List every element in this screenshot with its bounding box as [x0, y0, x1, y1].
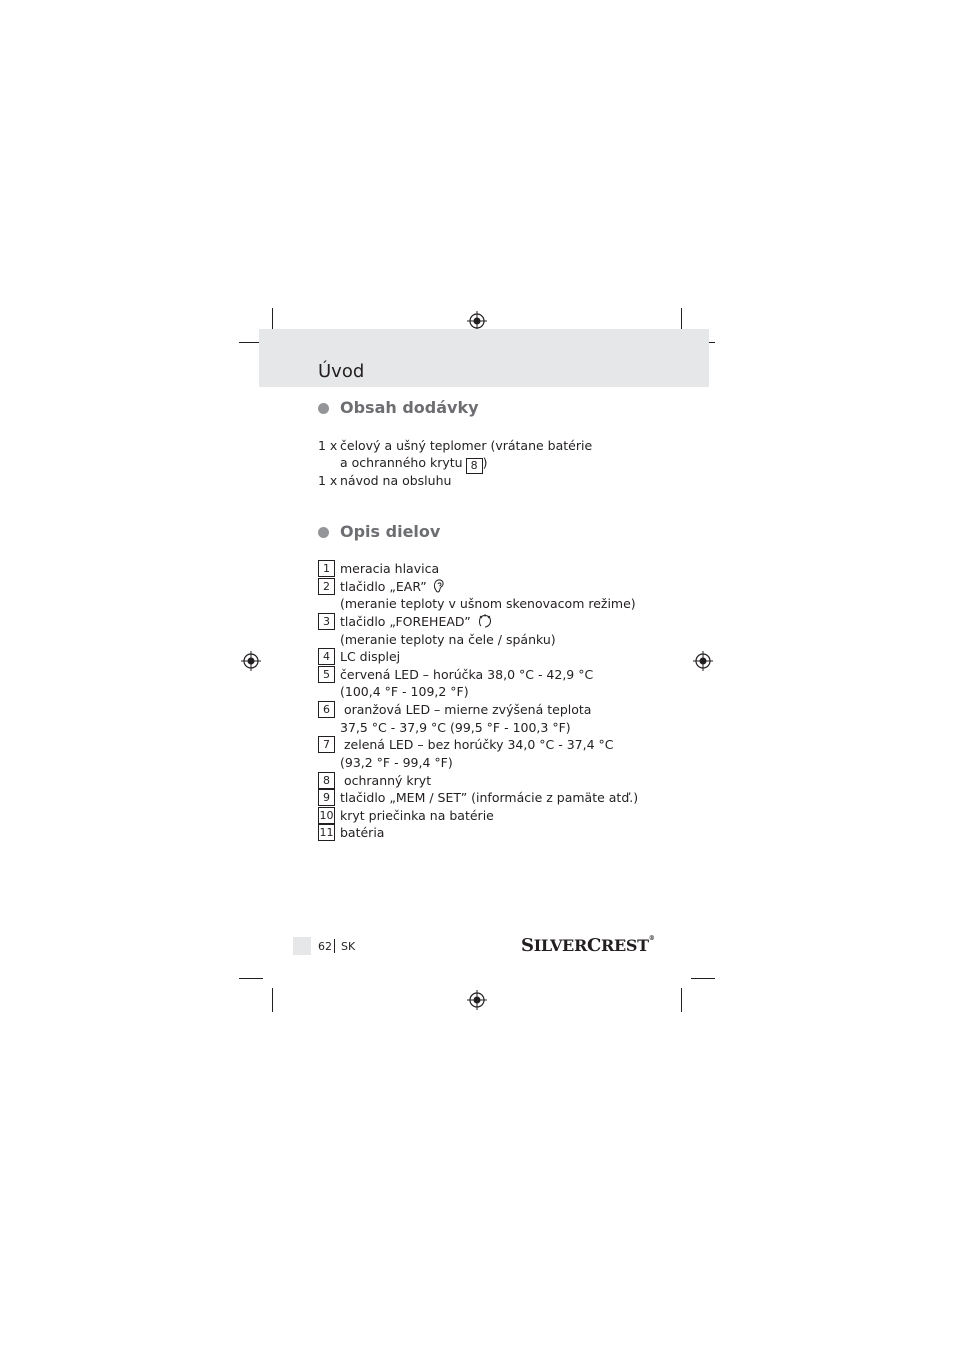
brand-logo-part: REST: [600, 936, 649, 955]
crop-mark: [681, 988, 682, 1012]
registration-mark-icon: [467, 990, 487, 1010]
brand-logo-part: ILVER: [533, 936, 587, 955]
part-text: kryt priečinka na batérie: [340, 808, 494, 823]
ear-icon: [433, 578, 445, 594]
contents-item-text-prefix: a ochranného krytu: [340, 455, 463, 470]
contents-qty: 1 x: [318, 473, 338, 488]
language-code: SK: [341, 940, 356, 953]
crop-mark: [691, 978, 715, 979]
part-text: ochranný kryt: [340, 773, 432, 788]
part-text: (100,4 °F - 109,2 °F): [340, 684, 469, 699]
part-text: oranžová LED – mierne zvýšená teplota: [340, 702, 592, 717]
page-title: Úvod: [318, 361, 365, 382]
part-number: 7: [318, 736, 335, 753]
registration-mark-icon: [467, 311, 487, 331]
part-text: batéria: [340, 825, 385, 840]
registration-mark-icon: [693, 651, 713, 671]
brand-logo-part: S: [521, 935, 534, 956]
part-text: LC displej: [340, 649, 401, 664]
part-text-line: tlačidlo „FOREHEAD”: [340, 614, 471, 629]
part-text: meracia hlavica: [340, 561, 440, 576]
contents-item-text: [340, 454, 487, 474]
part-text: (meranie teploty na čele / spánku): [340, 632, 556, 647]
contents-item-text: čelový a ušný teplomer (vrátane batérie: [340, 438, 593, 453]
section-heading-text: Obsah dodávky: [340, 398, 479, 417]
brand-logo-part: C: [586, 935, 601, 956]
part-text: zelená LED – bez horúčky 34,0 °C - 37,4 °C: [340, 737, 614, 752]
part-number: 9: [318, 789, 335, 806]
part-text: [340, 578, 445, 595]
part-text-line: tlačidlo „EAR”: [340, 579, 427, 594]
contents-qty: 1 x: [318, 438, 338, 453]
part-number: 10: [319, 809, 334, 822]
footer-tab: [293, 937, 311, 955]
registered-mark: ®: [648, 935, 655, 942]
part-number: 11: [319, 826, 334, 839]
part-text: 37,5 °C - 37,9 °C (99,5 °F - 100,3 °F): [340, 720, 571, 735]
crop-mark: [272, 988, 273, 1012]
part-number: 1: [318, 560, 335, 577]
part-number: 6: [318, 701, 335, 718]
footer-separator: [334, 939, 335, 953]
registration-mark-icon: [241, 651, 261, 671]
part-number: 4: [318, 648, 335, 665]
part-text: tlačidlo „MEM / SET” (informácie z pamäte atď.): [340, 790, 639, 805]
part-text: [340, 613, 493, 630]
part-number: 5: [318, 666, 335, 683]
section-heading-text: Opis dielov: [340, 522, 441, 541]
bullet-icon: [318, 527, 329, 538]
crop-mark: [239, 978, 263, 979]
part-number: 2: [318, 578, 335, 595]
contents-item-text-suffix: ): [482, 455, 488, 470]
part-text: červená LED – horúčka 38,0 °C - 42,9 °C: [340, 667, 594, 682]
part-reference: 8: [466, 458, 483, 474]
part-number: 8: [318, 772, 335, 789]
part-text: (meranie teploty v ušnom skenovacom režime): [340, 596, 636, 611]
contents-item-text: návod na obsluhu: [340, 473, 452, 488]
page-number: 62: [318, 940, 332, 953]
forehead-icon: [477, 613, 493, 629]
section-heading-contents: [318, 398, 479, 418]
brand-logo: [521, 935, 654, 956]
part-text: (93,2 °F - 99,4 °F): [340, 755, 453, 770]
part-number: 3: [318, 613, 335, 630]
bullet-icon: [318, 403, 329, 414]
section-heading-parts: [318, 522, 440, 542]
